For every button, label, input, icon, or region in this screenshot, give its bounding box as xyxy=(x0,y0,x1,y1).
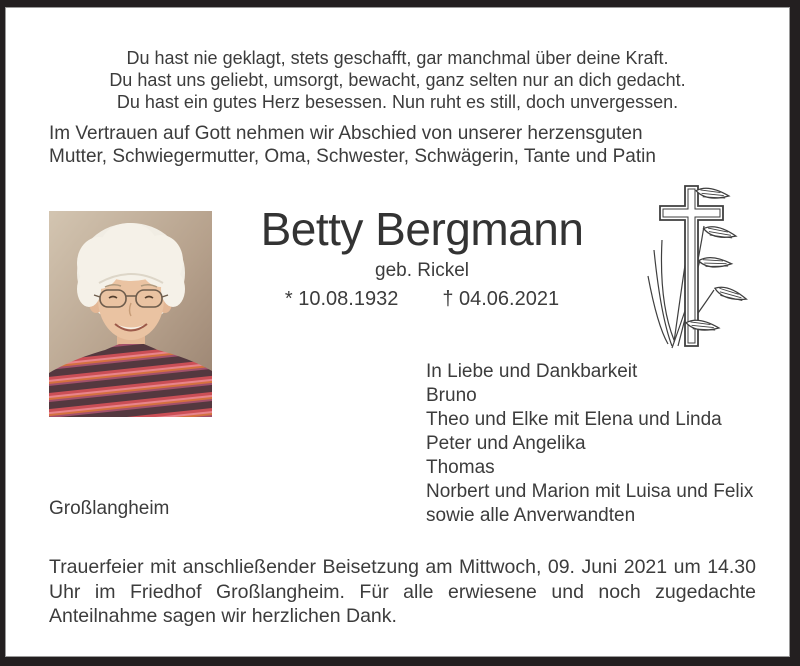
farewell-intro xyxy=(49,122,656,168)
intro-line: Im Vertrauen auf Gott nehmen wir Abschied von unserer herzensguten xyxy=(49,123,643,144)
mourner-name: sowie alle Anverwandten xyxy=(426,505,636,526)
poem-line: Du hast ein gutes Herz besessen. Nun ruht es still, doch unvergessen. xyxy=(116,92,679,112)
maiden-name: geb. Rickel xyxy=(375,260,469,281)
life-dates xyxy=(222,288,622,310)
poem-line: Du hast uns geliebt, umsorgt, bewacht, ganz selten nur an dich gedacht. xyxy=(109,70,686,90)
funeral-notice: Trauerfeier mit anschließender Beisetzung am Mittwoch, 09. Juni 2021 um 14.30 Uhr im Friedhof Großlangheim. Für alle erwiesene und noch zugedachte Anteilnahme sagen wir herzlichen Dank. xyxy=(49,556,756,627)
birth-date: * 10.08.1932 xyxy=(284,288,399,310)
mourner-name: Peter und Angelika xyxy=(426,433,586,454)
deceased-block xyxy=(222,204,622,310)
mourner-name: Norbert und Marion mit Luisa und Felix xyxy=(426,481,754,502)
mourner-name: Bruno xyxy=(426,385,477,406)
memorial-poem xyxy=(6,47,789,113)
portrait-photo xyxy=(49,211,212,417)
mourners-heading: In Liebe und Dankbarkeit xyxy=(426,361,638,382)
mourners-list xyxy=(426,360,753,528)
obituary-sheet xyxy=(5,7,790,657)
deceased-name: Betty Bergmann xyxy=(260,203,584,255)
death-date: † 04.06.2021 xyxy=(442,288,560,310)
mourner-name: Theo und Elke mit Elena und Linda xyxy=(426,409,722,430)
intro-line: Mutter, Schwiegermutter, Oma, Schwester, Schwägerin, Tante und Patin xyxy=(49,146,656,167)
mourner-name: Thomas xyxy=(426,457,495,478)
poem-line: Du hast nie geklagt, stets geschafft, gar manchmal über deine Kraft. xyxy=(126,48,669,68)
cross-with-wheat-icon xyxy=(644,180,756,352)
place-name: Großlangheim xyxy=(49,498,170,519)
